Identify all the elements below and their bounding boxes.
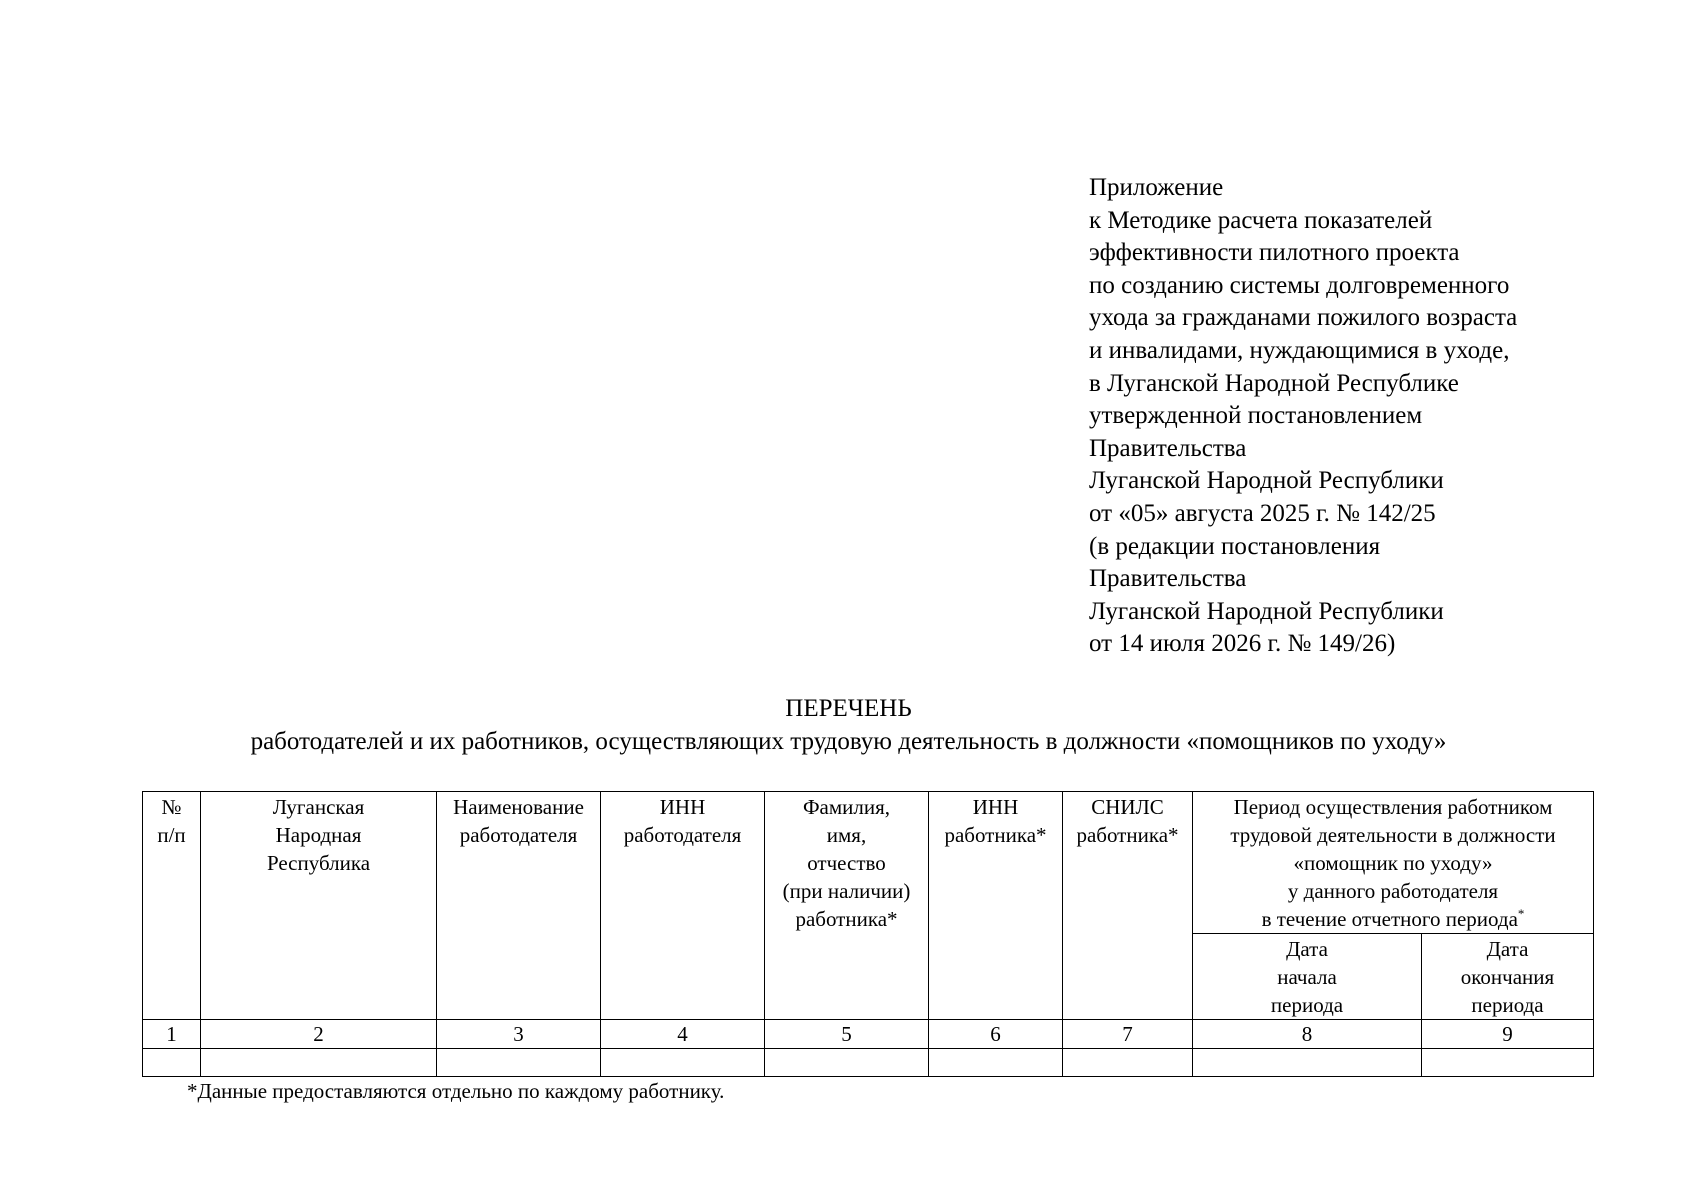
column-number: 1 [143, 1020, 201, 1049]
appendix-line: по созданию системы долговременного [1089, 271, 1510, 299]
appendix-line: Приложение [1089, 174, 1224, 201]
empty-cell [1422, 1049, 1594, 1077]
appendix-line: эффективности пилотного проекта [1089, 239, 1460, 267]
appendix-line: к Методике расчета показателей [1089, 206, 1433, 234]
appendix-line: Правительства [1089, 565, 1247, 593]
column-number: 8 [1193, 1020, 1422, 1049]
column-number: 4 [601, 1020, 765, 1049]
footnote: *Данные предоставляются отдельно по каждому работнику. [187, 1079, 725, 1103]
appendix-line: и инвалидами, нуждающимися в уходе, [1089, 336, 1510, 364]
empty-cell [143, 1049, 201, 1077]
appendix-line: от «05» августа 2025 г. № 142/25 [1089, 499, 1436, 527]
appendix-line: в Луганской Народной Республике [1089, 369, 1459, 397]
empty-cell [437, 1049, 601, 1077]
appendix-line: (в редакции постановления [1089, 532, 1381, 560]
header-employee-inn: ИНН работника* [929, 792, 1063, 1020]
empty-cell [1063, 1049, 1193, 1077]
header-row [143, 792, 1594, 934]
column-number: 9 [1422, 1020, 1594, 1049]
header-period-end: Дата окончания периода [1422, 934, 1594, 1020]
header-work-period: Период осуществления работником трудовой деятельности в должности «помощник по уходу» у данного работодателя в течение отчетного периода* [1193, 792, 1594, 934]
document-title-block [0, 692, 1697, 758]
appendix-line: от 14 июля 2026 г. № 149/26) [1089, 630, 1396, 658]
column-number: 2 [201, 1020, 437, 1049]
column-number: 7 [1063, 1020, 1193, 1049]
column-number: 5 [765, 1020, 929, 1049]
header-period-start: Дата начала периода [1193, 934, 1422, 1020]
footnote-mark: * [1517, 906, 1525, 921]
appendix-line: утвержденной постановлением [1089, 402, 1423, 430]
document-title: ПЕРЕЧЕНЬ [785, 695, 912, 722]
empty-cell [601, 1049, 765, 1077]
header-employee-snils: СНИЛС работника* [1063, 792, 1193, 1020]
document-subtitle: работодателей и их работников, осуществляющих трудовую деятельность в должности «помощников по уходу» [250, 728, 1447, 755]
header-employer-name: Наименование работодателя [437, 792, 601, 1020]
header-employee-name: Фамилия, имя, отчество (при наличии) работника* [765, 792, 929, 1020]
column-number: 3 [437, 1020, 601, 1049]
header-number: № п/п [143, 792, 201, 1020]
appendix-line: Луганской Народной Республики [1089, 467, 1444, 495]
empty-cell [1193, 1049, 1422, 1077]
appendix-line: Правительства [1089, 434, 1247, 462]
column-number: 6 [929, 1020, 1063, 1049]
empty-cell [765, 1049, 929, 1077]
registry-table [142, 791, 1594, 1077]
header-employer-inn: ИНН работодателя [601, 792, 765, 1020]
appendix-line: Луганской Народной Республики [1089, 597, 1444, 625]
header-region: Луганская Народная Республика [201, 792, 437, 1020]
column-number-row [143, 1020, 1594, 1049]
empty-data-row [143, 1049, 1594, 1077]
empty-cell [201, 1049, 437, 1077]
empty-cell [929, 1049, 1063, 1077]
registry-table-wrap [142, 791, 1593, 1077]
appendix-line: ухода за гражданами пожилого возраста [1089, 304, 1518, 332]
appendix-block [1089, 172, 1649, 661]
